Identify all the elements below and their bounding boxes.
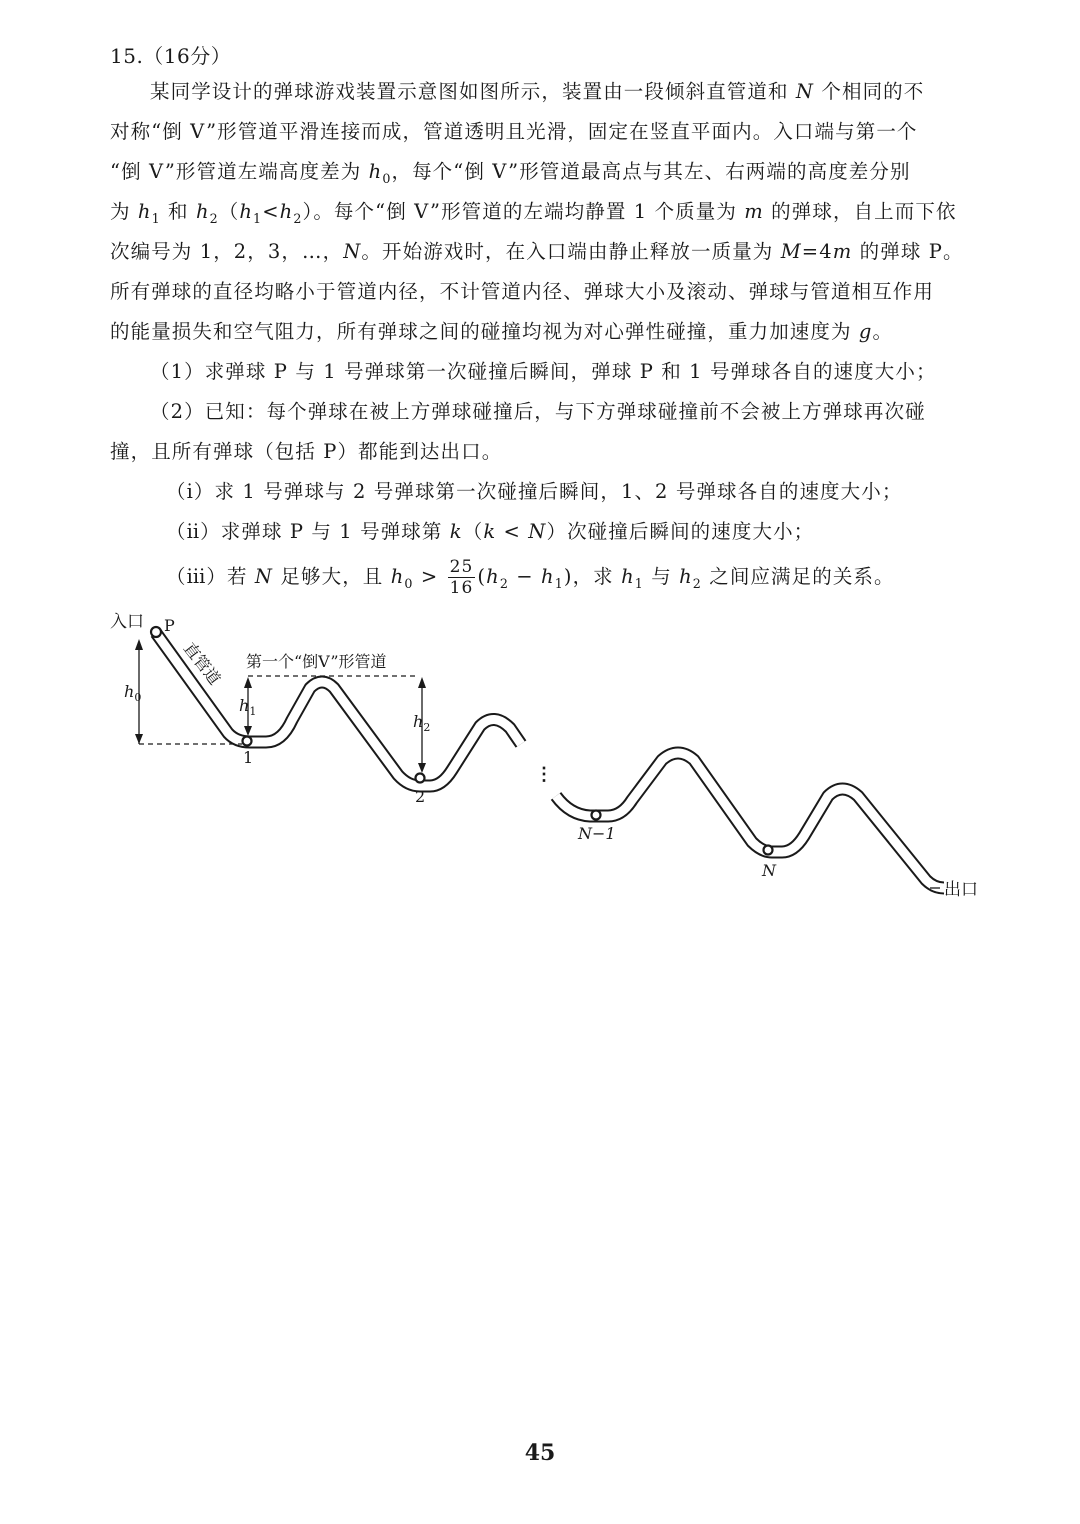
pipe-segment-2: [556, 753, 944, 888]
balls: [151, 627, 773, 855]
ball-n-label: N: [762, 861, 776, 880]
first-v-label: 第一个“倒V”形管道: [246, 652, 387, 671]
h2-arrow-up: [418, 677, 426, 688]
ball-n: [764, 846, 773, 855]
exit-label: 出口: [944, 880, 978, 900]
sub-question-2-i: （ⅰ）求 1 号弹球与 2 号弹球第一次碰撞后瞬间，1、2 号弹球各自的速度大小；: [166, 480, 903, 503]
h2-arrow-down: [418, 763, 426, 773]
page-number: 45: [524, 1440, 556, 1466]
ball-1-label: 1: [243, 748, 254, 767]
ball-n-minus-1-label: N−1: [578, 824, 616, 843]
h1-arrow-up: [244, 677, 252, 688]
ball-p-label: P: [164, 616, 175, 635]
stem-line-1: 某同学设计的弹球游戏装置示意图如图所示，装置由一段倾斜直管道和 N 个相同的不: [150, 80, 925, 103]
entrance-label: 入口: [110, 612, 144, 632]
h0-arrow-up: [135, 639, 143, 650]
fraction-25-16: $\frac{25}{16}$: [449, 557, 474, 598]
h0-label: $h_0$: [124, 682, 142, 704]
stem-line-7: 的能量损失和空气阻力，所有弹球之间的碰撞均视为对心弹性碰撞，重力加速度为 g。: [110, 320, 894, 343]
ball-1: [243, 737, 252, 746]
question-number: 15.（16分）: [110, 44, 232, 68]
ball-n-minus-1: [592, 811, 601, 820]
stem-line-2: 对称“倒 V”形管道平滑连接而成，管道透明且光滑，固定在竖直平面内。入口端与第一个: [110, 120, 918, 143]
sub-question-2-line-1: （2）已知：每个弹球在被上方弹球碰撞后，与下方弹球碰撞前不会被上方弹球再次碰: [150, 400, 926, 423]
h1-label: $h_1$: [239, 696, 257, 718]
h1-arrow-down: [244, 726, 252, 736]
stem-line-6: 所有弹球的直径均略小于管道内径，不计管道内径、弹球大小及滚动、弹球与管道相互作用: [110, 280, 935, 303]
h0-arrow-down: [135, 734, 143, 744]
ellipsis: ⋮: [535, 764, 553, 785]
pipe-inner: [156, 633, 944, 888]
stem-line-3: “倒 V”形管道左端高度差为 $h_0$，每个“倒 V”形管道最高点与其左、右两端的高度差分别: [110, 160, 911, 186]
stem-line-5: 次编号为 1，2，3，…，N。开始游戏时，在入口端由静止释放一质量为 M=4m 的弹球 P。: [110, 240, 964, 263]
ball-2: [416, 774, 425, 783]
sub-question-2-line-2: 撞，且所有弹球（包括 P）都能到达出口。: [110, 440, 503, 463]
stem-line-4: 为 $h_1$ 和 $h_2(h_1<h_2)$。每个“倒 V”形管道的左端均静置 1 个质量为 m 的弹球，自上而下依: [110, 200, 957, 226]
straight-pipe-label: 直管道: [179, 638, 225, 689]
sub-question-2-ii: （ⅱ）求弹球 P 与 1 号弹球第 k（k < N）次碰撞后瞬间的速度大小；: [166, 520, 815, 543]
pipe-outer: [156, 633, 944, 888]
h2-label: $h_2$: [413, 712, 431, 734]
sub-question-2-iii: （ⅲ）若 N 足够大，且 $h_0$ > $\frac{25}{16}$ $(h_2 - h_1)$，求 $h_1$ 与 $h_2$ 之间应满足的关系。: [166, 557, 895, 598]
sub-question-1: （1）求弹球 P 与 1 号弹球第一次碰撞后瞬间，弹球 P 和 1 号弹球各自的速度大小；: [150, 360, 937, 383]
ball-p: [151, 627, 161, 637]
diagram-labels: [110, 612, 978, 900]
ball-2-label: 2: [415, 787, 426, 806]
